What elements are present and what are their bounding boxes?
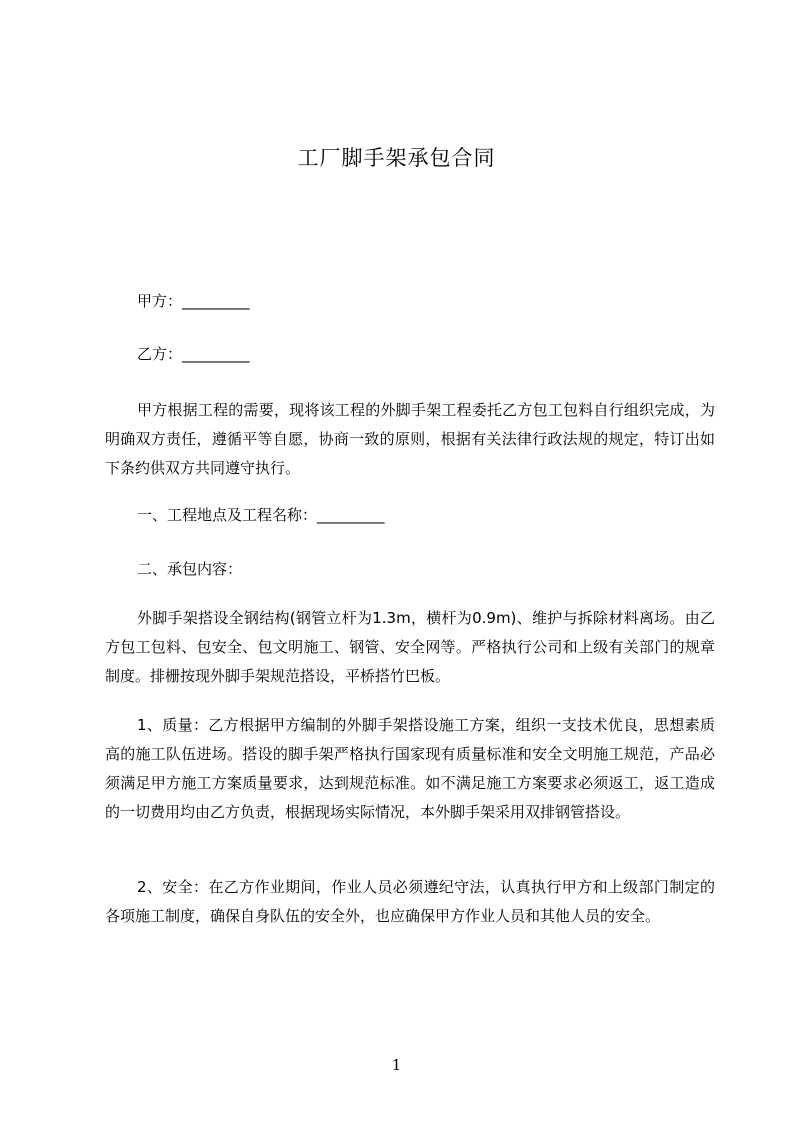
safety-paragraph: 2、安全：在乙方作业期间，作业人员必须遵纪守法，认真执行甲方和上级部门制定的各项施工制度，确保自身队伍的安全外，也应确保甲方作业人员和其他人员的安全。 bbox=[105, 878, 715, 925]
intro-paragraph: 甲方根据工程的需要，现将该工程的外脚手架工程委托乙方包工包料自行组织完成，为明确双方责任，遵循平等自愿，协商一致的原则，根据有关法律行政法规的规定，特订出如下条约供双方共同遵守执行。 bbox=[105, 401, 715, 477]
scope-paragraph: 外脚手架搭设全钢结构(钢管立杆为1.3m，横杆为0.9m)、维护与拆除材料离场。由乙方包工包料、包安全、包文明施工、钢管、安全网等。严格执行公司和上级有关部门的规章制度。排栅按现外脚手架规范搭设，平桥搭竹巴板。 bbox=[105, 609, 715, 685]
section-1-heading: 一、工程地点及工程名称：_________ bbox=[137, 506, 385, 524]
page-number: 1 bbox=[391, 1056, 402, 1074]
quality-paragraph: 1、质量：乙方根据甲方编制的外脚手架搭设施工方案，组织一支技术优良，思想素质高的施工队伍进场。搭设的脚手架严格执行国家现有质量标准和安全文明施工规范，产品必须满足甲方施工方案质量要求，达到规范标准。如不满足施工方案要求必须返工，返工造成的一切费用均由乙方负责，根据现场实际情况，本外脚手架采用双排钢管搭设。 bbox=[105, 716, 715, 821]
party-a-line: 甲方：_________ bbox=[137, 292, 250, 310]
document-title: 工厂脚手架承包合同 bbox=[297, 146, 496, 170]
section-2-heading: 二、承包内容： bbox=[137, 560, 243, 578]
party-b-line: 乙方：_________ bbox=[137, 345, 250, 363]
